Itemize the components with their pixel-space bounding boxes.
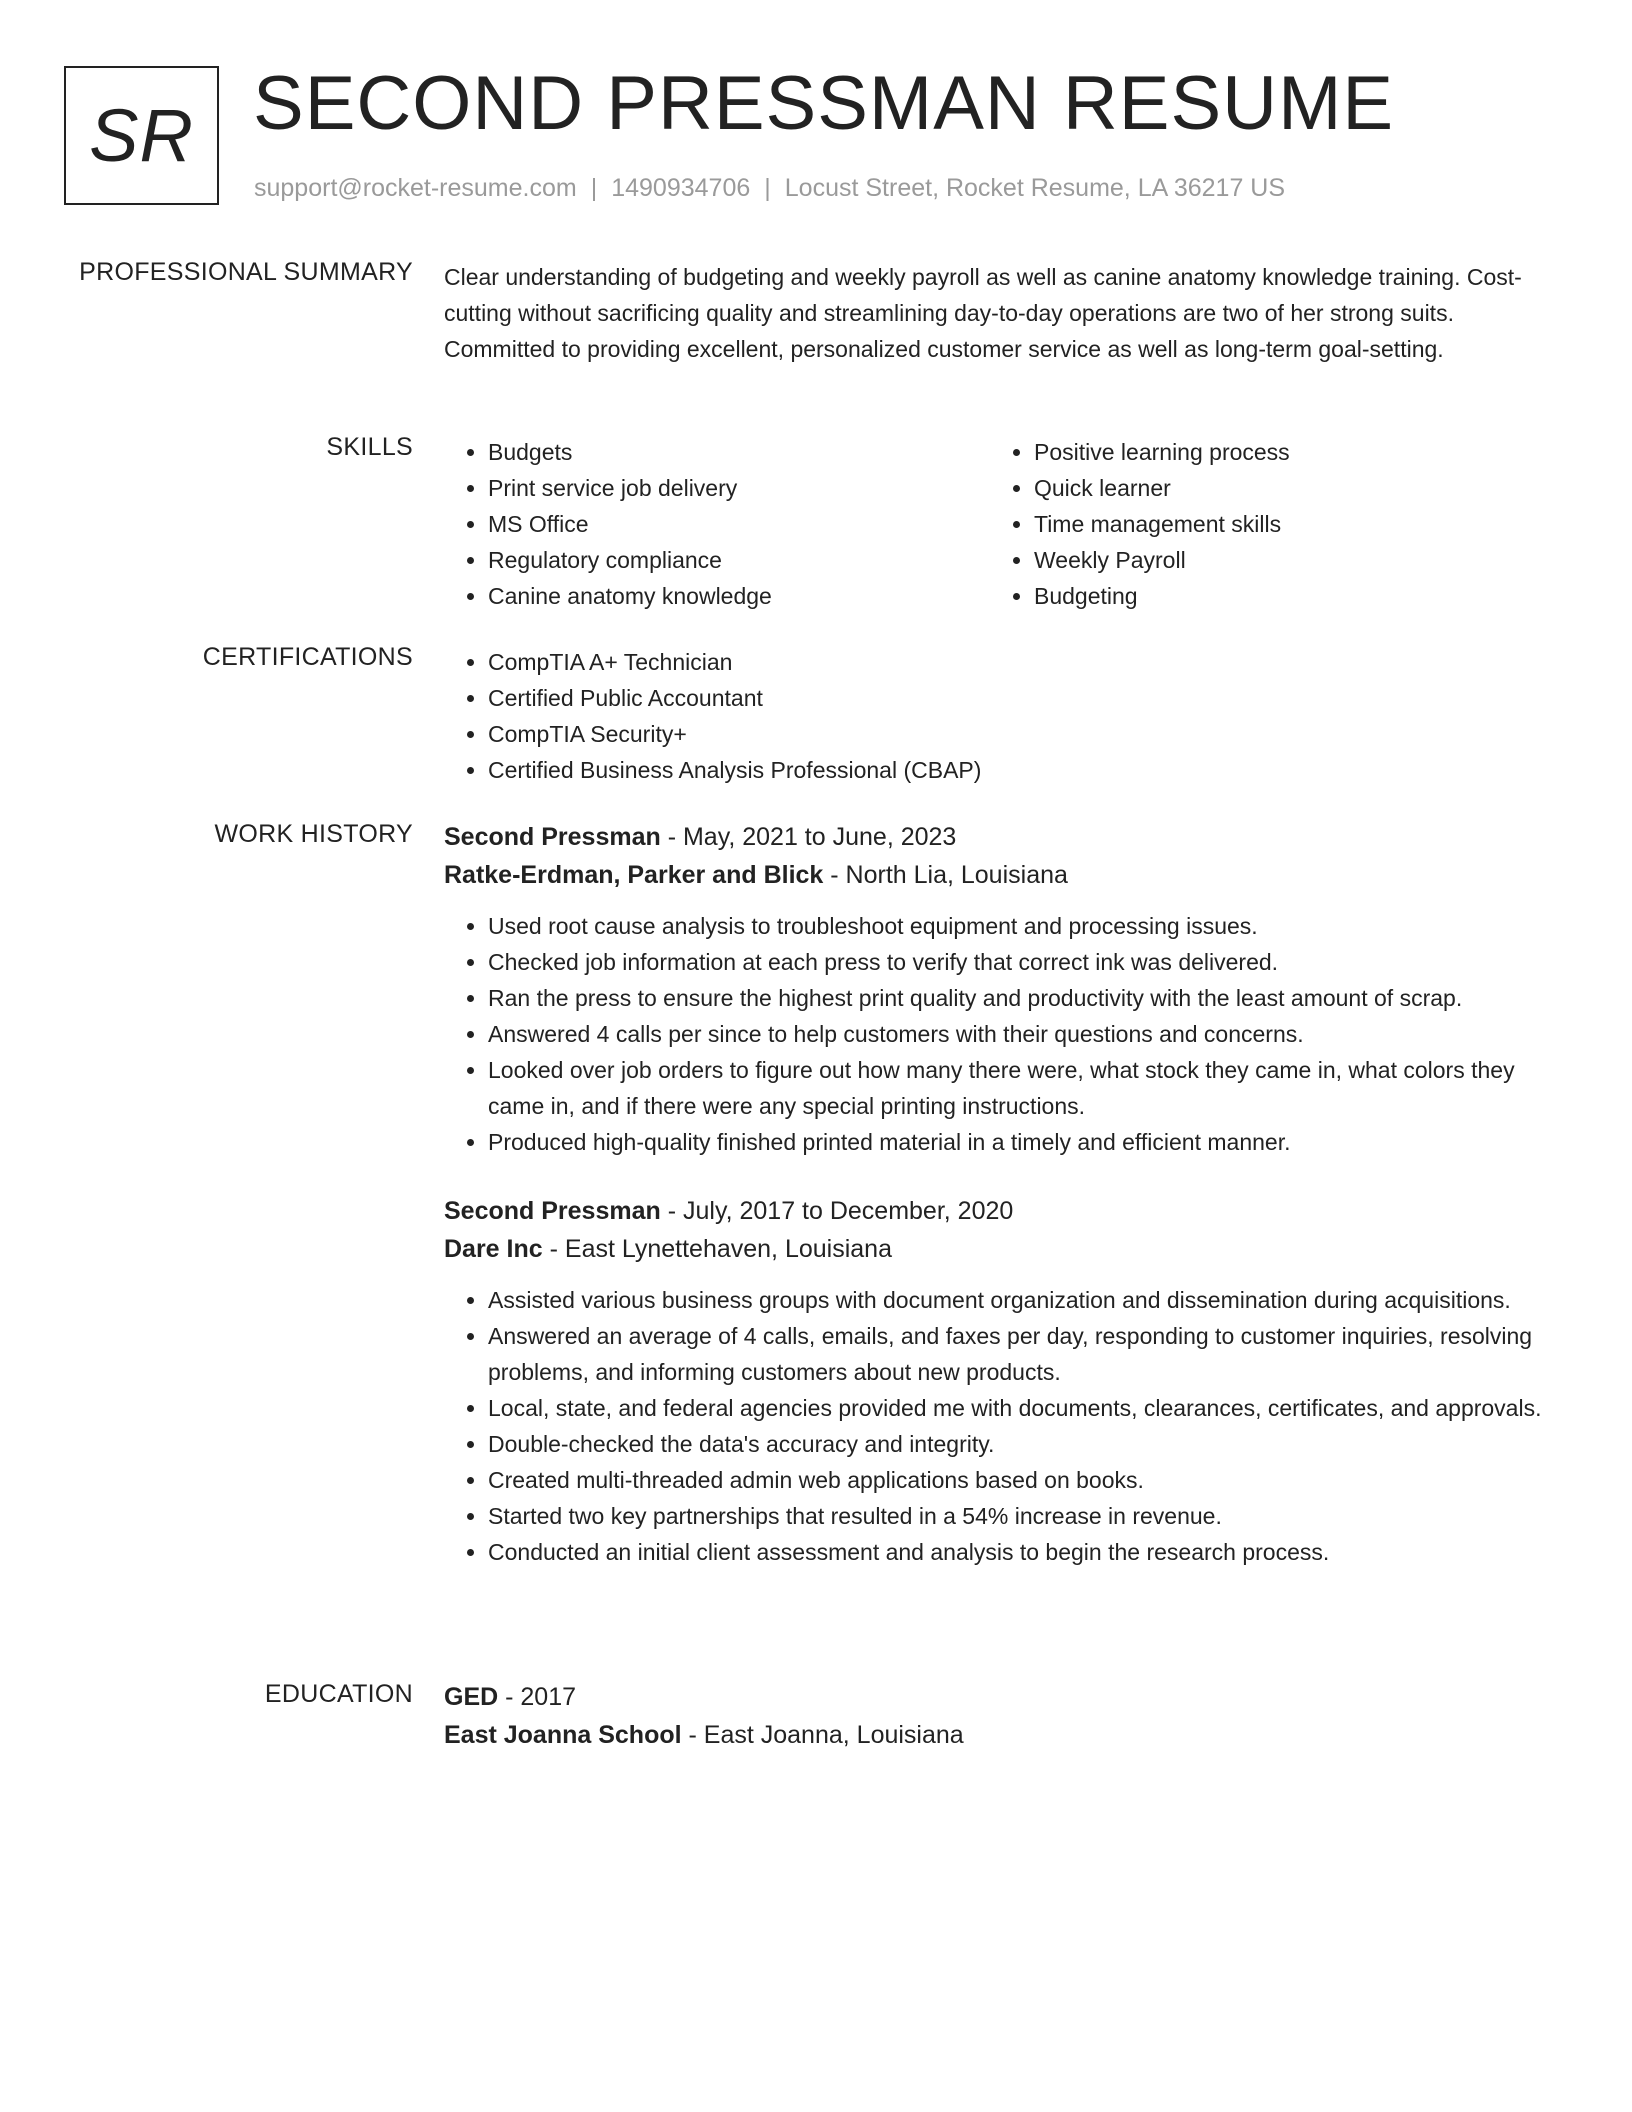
job-dates: - July, 2017 to December, 2020 bbox=[660, 1197, 1014, 1225]
job-bullet-list bbox=[444, 908, 1544, 1160]
job-bullet: • Answered an average of 4 calls, emails, and faxes per day, responding to customer inquiries, resolving problems, and informing customers about new products. bbox=[488, 1318, 1544, 1390]
job-entry bbox=[444, 818, 1544, 1160]
contact-line bbox=[254, 174, 1285, 203]
certification-item: • Certified Public Accountant bbox=[488, 680, 1544, 716]
job-dates: - May, 2021 to June, 2023 bbox=[660, 823, 957, 851]
certifications-list bbox=[444, 644, 1544, 788]
work-history-body bbox=[444, 818, 1544, 1570]
resume-title: SECOND PRESSMAN RESUME bbox=[253, 61, 1395, 146]
job-location: - East Lynettehaven, Louisiana bbox=[542, 1235, 892, 1263]
work-history-label: WORK HISTORY bbox=[214, 820, 413, 848]
skills-list-right bbox=[990, 434, 1536, 614]
job-company-line bbox=[444, 1230, 1544, 1268]
skills-list-left bbox=[444, 434, 990, 614]
job-bullet: • Created multi-threaded admin web applications based on books. bbox=[488, 1462, 1544, 1498]
job-bullet: • Checked job information at each press to verify that correct ink was delivered. bbox=[488, 944, 1544, 980]
job-bullet: • Started two key partnerships that resulted in a 54% increase in revenue. bbox=[488, 1498, 1544, 1534]
certifications-body bbox=[444, 644, 1544, 788]
skills-body bbox=[444, 434, 1544, 614]
contact-address: Locust Street, Rocket Resume, LA 36217 US bbox=[784, 174, 1286, 202]
job-company: Dare Inc bbox=[444, 1235, 543, 1263]
skills-label: SKILLS bbox=[326, 433, 413, 461]
job-location: - North Lia, Louisiana bbox=[823, 861, 1068, 889]
job-bullet: • Assisted various business groups with document organization and dissemination during acquisitions. bbox=[488, 1282, 1544, 1318]
contact-phone[interactable]: 1490934706 bbox=[611, 174, 751, 202]
skill-item: • Budgeting bbox=[1034, 578, 1536, 614]
job-bullet: • Ran the press to ensure the highest print quality and productivity with the least amount of scrap. bbox=[488, 980, 1544, 1016]
education-label: EDUCATION bbox=[264, 1680, 413, 1708]
job-bullet: • Produced high-quality finished printed material in a timely and efficient manner. bbox=[488, 1124, 1544, 1160]
certifications-label: CERTIFICATIONS bbox=[202, 643, 413, 671]
skill-item: • Canine anatomy knowledge bbox=[488, 578, 990, 614]
education-degree-line bbox=[444, 1678, 1544, 1716]
job-title-line bbox=[444, 1192, 1544, 1230]
education-school: East Joanna School bbox=[444, 1721, 682, 1749]
job-bullet: • Local, state, and federal agencies provided me with documents, clearances, certificates, and approvals. bbox=[488, 1390, 1544, 1426]
job-bullet: • Looked over job orders to figure out how many there were, what stock they came in, what colors they came in, and if there were any special printing instructions. bbox=[488, 1052, 1544, 1124]
job-company: Ratke-Erdman, Parker and Blick bbox=[444, 861, 824, 889]
job-company-line bbox=[444, 856, 1544, 894]
contact-email[interactable]: support@rocket-resume.com bbox=[254, 174, 577, 202]
job-bullet: • Used root cause analysis to troubleshoot equipment and processing issues. bbox=[488, 908, 1544, 944]
education-body bbox=[444, 1678, 1544, 1754]
education-location: - East Joanna, Louisiana bbox=[681, 1721, 964, 1749]
skill-item: • Regulatory compliance bbox=[488, 542, 990, 578]
initials-monogram: SR bbox=[64, 66, 219, 205]
job-bullet: • Answered 4 calls per since to help customers with their questions and concerns. bbox=[488, 1016, 1544, 1052]
job-entry bbox=[444, 1192, 1544, 1570]
certification-item: • CompTIA A+ Technician bbox=[488, 644, 1544, 680]
skill-item: • Print service job delivery bbox=[488, 470, 990, 506]
skill-item: • Positive learning process bbox=[1034, 434, 1536, 470]
resume-header bbox=[64, 61, 1564, 211]
contact-separator: | bbox=[764, 174, 771, 202]
job-title: Second Pressman bbox=[444, 823, 661, 851]
education-degree: GED bbox=[444, 1683, 499, 1711]
skill-item: • Quick learner bbox=[1034, 470, 1536, 506]
certification-item: • CompTIA Security+ bbox=[488, 716, 1544, 752]
skill-item: • MS Office bbox=[488, 506, 990, 542]
skill-item: • Time management skills bbox=[1034, 506, 1536, 542]
certification-item: • Certified Business Analysis Professional (CBAP) bbox=[488, 752, 1544, 788]
job-bullet-list bbox=[444, 1282, 1544, 1570]
summary-label: PROFESSIONAL SUMMARY bbox=[79, 258, 413, 286]
skill-item: • Weekly Payroll bbox=[1034, 542, 1536, 578]
job-title: Second Pressman bbox=[444, 1197, 661, 1225]
job-bullet: • Conducted an initial client assessment and analysis to begin the research process. bbox=[488, 1534, 1544, 1570]
education-school-line bbox=[444, 1716, 1544, 1754]
education-year: - 2017 bbox=[498, 1683, 577, 1711]
skill-item: • Budgets bbox=[488, 434, 990, 470]
job-bullet: • Double-checked the data's accuracy and integrity. bbox=[488, 1426, 1544, 1462]
contact-separator: | bbox=[590, 174, 598, 202]
job-title-line bbox=[444, 818, 1544, 856]
summary-text: Clear understanding of budgeting and weekly payroll as well as canine anatomy knowledge training. Cost-cutting without sacrificing quality and streamlining day-to-day operations are two of her strong suits. Committed to providing excellent, personalized customer service as well as long-term goal-setting. bbox=[444, 264, 1522, 362]
